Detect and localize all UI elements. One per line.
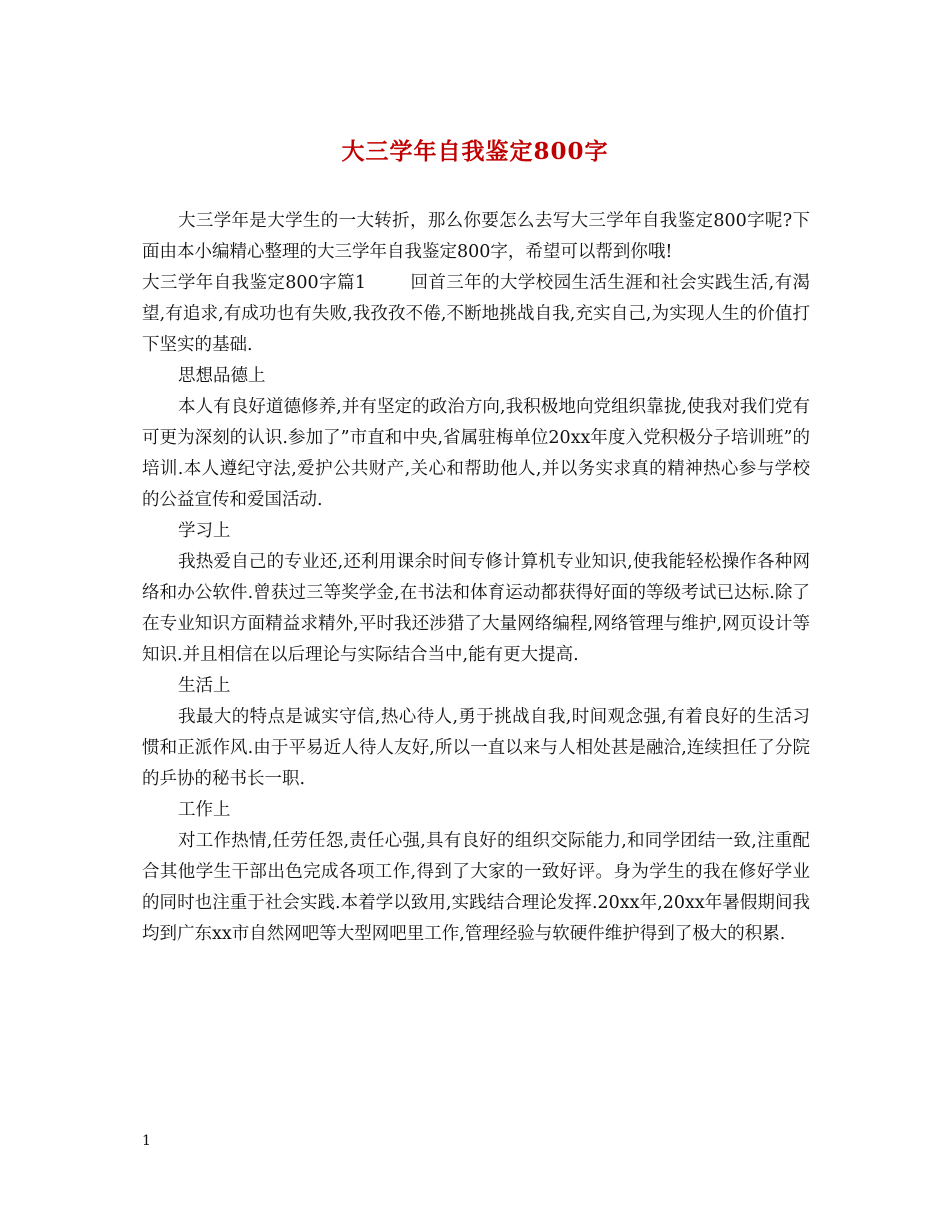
section-heading-life: 生活上 <box>178 676 231 696</box>
section-body-study: 我热爱自己的专业还,还利用课余时间专修计算机专业知识,使我能轻松操作各种网络和办公软件.曾获过三等奖学金,在书法和体育运动都获得好面的等级考试已达标.除了在专业知识方面精益求精外,平时我还涉猎了大量网络编程,网络管理与维护,网页设计等知识.并且相信在以后理论与实际结合当中,能有更大提高. <box>142 552 810 665</box>
page-number: 1 <box>142 1133 151 1149</box>
section-body-life: 我最大的特点是诚实守信,热心待人,勇于挑战自我,时间观念强,有着良好的生活习惯和正派作风.由于平易近人待人友好,所以一直以来与人相处甚是融洽,连续担任了分院的乒协的秘书长一职. <box>142 707 810 789</box>
document-title: 大三学年自我鉴定800字 <box>341 138 609 165</box>
section-body-work: 对工作热情,任劳任怨,责任心强,具有良好的组织交际能力,和同学团结一致,注重配合其他学生干部出色完成各项工作,得到了大家的一致好评。身为学生的我在修好学业的同时也注重于社会实践.本着学以致用,实践结合理论发挥.20xx年,20xx年暑假期间我均到广东xx市自然网吧等大型网吧里工作,管理经验与软硬件维护得到了极大的积累. <box>142 831 810 944</box>
document-body <box>142 206 810 950</box>
article-opening-paragraph <box>142 268 810 361</box>
article-opening-text: 回首三年的大学校园生活生涯和社会实践生活,有渴望,有追求,有成功也有失败,我孜孜不倦,不断地挑战自我,充实自己,为实现人生的价值打下坚实的基础. <box>142 273 810 355</box>
section-heading-ideology: 思想品德上 <box>178 366 266 386</box>
article-label: 大三学年自我鉴定800字篇1 <box>142 273 367 293</box>
section-heading-work: 工作上 <box>178 800 231 820</box>
section-heading-study: 学习上 <box>178 521 231 541</box>
intro-paragraph: 大三学年是大学生的一大转折，那么你要怎么去写大三学年自我鉴定800字呢?下面由本小编精心整理的大三学年自我鉴定800字，希望可以帮到你哦! <box>142 211 810 262</box>
section-body-ideology: 本人有良好道德修养,并有坚定的政治方向,我积极地向党组织靠拢,使我对我们党有可更为深刻的认识.参加了”市直和中央,省属驻梅单位20xx年度入党积极分子培训班”的培训.本人遵纪守法,爱护公共财产,关心和帮助他人,并以务实求真的精神热心参与学校的公益宣传和爱国活动. <box>142 397 810 510</box>
